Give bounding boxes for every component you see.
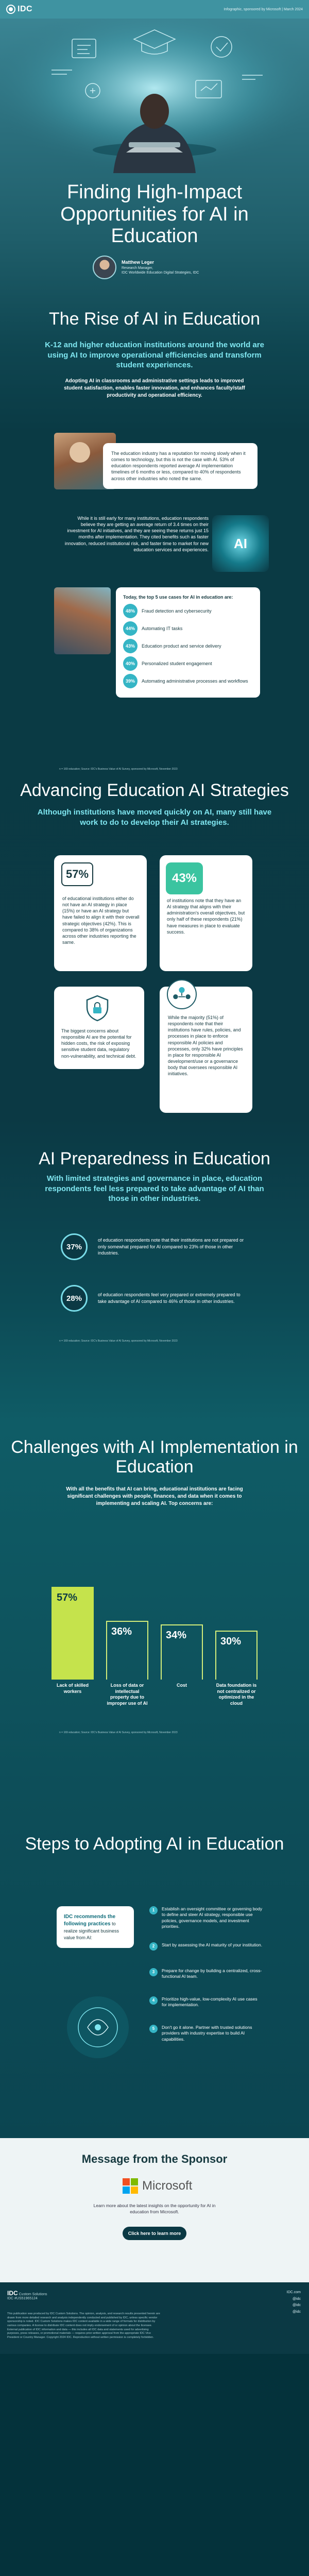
top-bar <box>0 0 309 19</box>
challenges-bar-chart <box>56 1556 262 1710</box>
idc-logo-icon <box>6 5 15 14</box>
step-item <box>149 1942 263 1951</box>
footer-link-website[interactable]: IDC.com <box>286 2291 301 2294</box>
footer-link-social[interactable]: @idc <box>292 2297 301 2301</box>
teacher-photo <box>54 587 111 654</box>
bar-value-label: 36% <box>111 1626 132 1637</box>
footer-copyright: This publication was produced by IDC Custom Solutions. The opinion, analysis, and research results presented herein are drawn from more detailed research and analysis independently conducted and published by IDC, unless specific vendor sponsorship is noted. IDC Custom Solutions makes IDC content available in a wide range of formats for distribution by various companies. A license to distribute IDC content does not imply endorsement of or opinion about the licensee. External publication of IDC information and data — this includes all IDC data and statements used for advertising purposes, press releases, or promotional materials — requires prior written approval from the appropriate IDC Vice President or Country Manager. Copyright 2024 IDC. Reproduction without written permission is completely forbidden. <box>7 2312 160 2340</box>
bar-fill <box>161 1624 203 1680</box>
step-bullet-icon: 1 <box>149 1906 158 1914</box>
recommendation-card <box>57 1906 134 1948</box>
stat-57-value: 57% <box>61 862 93 886</box>
people-network-icon <box>167 979 197 1009</box>
footer-links <box>287 2290 301 2315</box>
step-text: Start by assessing the AI maturity of your institution. <box>162 1942 263 1947</box>
step-bullet-icon: 5 <box>149 2025 158 2033</box>
step-text: Establish an oversight committee or governing body to define and steer AI strategy, responsible use policies, governance models, and investment priorities. <box>162 1906 263 1929</box>
use-case-percent: 48% <box>123 604 138 618</box>
sponsor-section <box>0 2138 309 2282</box>
ai-chip-icon: AI <box>212 515 269 572</box>
challenges-title: Challenges with AI Implementation in Education <box>11 1437 298 1477</box>
author-role: Research Manager, <box>122 266 153 270</box>
stat-57-text: of educational institutions either do not have an AI strategy in place (15%) or have an AI strategy but have failed to align it with their overall strategic objectives (42%). This is compared to 38% of organizations across other industries reporting the same. <box>62 896 140 945</box>
governance-card <box>160 987 252 1113</box>
use-cases-card <box>116 587 260 698</box>
rise-heading-block <box>0 309 309 399</box>
preparedness-source: n = 169 education; Source: IDC's Business Value of AI Survey, sponsored by Microsoft, November 2023 <box>59 1340 178 1343</box>
preparedness-value: 28% <box>61 1285 88 1312</box>
use-case-label: Automating administrative processes and workflows <box>142 679 248 684</box>
use-case-label: Personalized student engagement <box>142 661 212 666</box>
author-avatar <box>93 256 116 279</box>
bar-value-label: 30% <box>220 1636 242 1647</box>
idc-logo[interactable]: IDC <box>6 5 32 14</box>
footer <box>0 2282 309 2354</box>
sponsor-text: Learn more about the latest insights on the opportunity for AI in education from Microsoft. <box>93 2203 216 2214</box>
preparedness-title: AI Preparedness in Education <box>39 1149 270 1168</box>
stat-card-57 <box>54 855 147 971</box>
use-case-percent: 43% <box>123 639 138 653</box>
microsoft-logo[interactable]: Microsoft <box>123 2178 192 2194</box>
rise-subtitle: K-12 and higher education institutions around the world are using AI to improve operational efficiencies and transform student experiences. <box>45 341 264 370</box>
challenges-source: n = 169 education; Source: IDC's Business Value of AI Survey, sponsored by Microsoft, November 2023 <box>59 1731 178 1734</box>
bar-category-label: Data foundation is not centralized or optimized in the cloud <box>216 1683 257 1706</box>
student-hologram-illustration <box>0 19 309 173</box>
learn-more-button[interactable]: Click here to learn more <box>123 2227 186 2240</box>
bar-fill <box>106 1621 148 1680</box>
bar-category-label: Cost <box>177 1683 187 1688</box>
steps-title: Steps to Adopting AI in Education <box>25 1834 284 1854</box>
stat-43-text: of institutions note that they have an AI strategy that aligns with their administration's overall objectives, but only half of these respondents (21%) have measures in place to evaluate success. <box>167 898 245 935</box>
author-org: IDC Worldwide Education Digital Strategies, IDC <box>122 271 199 275</box>
challenge-bar <box>106 1621 148 1680</box>
step-item <box>149 1906 263 1930</box>
step-item <box>149 1968 263 1980</box>
use-case-row <box>123 656 253 671</box>
use-case-label: Automating IT tasks <box>142 626 183 631</box>
step-item <box>149 1996 263 2008</box>
bar-fill <box>52 1587 94 1680</box>
author-name: Matthew Leger <box>122 260 154 265</box>
challenges-intro: With all the benefits that AI can bring, educational institutions are facing significant challenges with people, finances, and data when it comes to implementing and scaling AI. Top concerns are: <box>66 1486 243 1507</box>
rise-title: The Rise of AI in Education <box>48 309 261 329</box>
footer-link-social[interactable]: @idc <box>292 2303 301 2308</box>
challenges-section <box>0 1422 309 1819</box>
author-block <box>93 256 199 279</box>
bar-fill <box>215 1631 258 1680</box>
implementation-timeline-card: The education industry has a reputation for moving slowly when it comes to technology, but this is not the case with AI. 53% of education respondents reported average AI implementation timelines of 6 months or less, compared to 40% of respondents across other industries who noted the same. <box>103 443 258 489</box>
step-text: Prioritize high-value, low-complexity AI use cases for implementation. <box>162 1996 258 2008</box>
footer-logo[interactable]: IDC <box>7 2290 18 2297</box>
footer-brand <box>7 2290 47 2300</box>
preparedness-subtitle: With limited strategies and governance in place, education respondents feel less prepared to take advantage of AI than those in other industries. <box>45 1174 264 1204</box>
page-title: Finding High-Impact Opportunities for AI in Education <box>60 181 249 247</box>
step-bullet-icon: 2 <box>149 1942 158 1951</box>
concerns-card <box>54 987 144 1069</box>
step-bullet-icon: 4 <box>149 1996 158 2005</box>
steps-section <box>0 1819 309 2138</box>
footer-doc-id: IDC #US51965124 <box>7 2297 38 2300</box>
challenge-bar <box>161 1624 203 1680</box>
sponsor-title: Message from the Sponsor <box>81 2153 228 2165</box>
bar-category-label: Lack of skilled workers <box>56 1683 89 1694</box>
preparedness-row <box>52 1226 258 1267</box>
use-case-row <box>123 639 253 653</box>
step-text: Don't go it alone. Partner with trusted solutions providers with industry expertise to build AI capabilities. <box>162 2025 252 2042</box>
hero-section <box>0 0 309 433</box>
use-case-label: Fraud detection and cybersecurity <box>142 608 212 614</box>
ai-brain-illustration <box>57 1989 139 2066</box>
preparedness-section <box>0 1118 309 1422</box>
bar-value-label: 57% <box>57 1592 78 1603</box>
recommendation-tail: to realize significant business value from AI: <box>64 1921 119 1940</box>
bar-category-label: Loss of data or intellectual property due to improper use of AI <box>107 1683 148 1706</box>
step-text: Prepare for change by building a centralized, cross-functional AI team. <box>162 1968 262 1979</box>
use-case-percent: 40% <box>123 656 138 671</box>
footer-tagline: Custom Solutions <box>19 2293 47 2296</box>
microsoft-logo-icon <box>123 2178 138 2194</box>
publication-meta: Infographic, sponsored by Microsoft | March 2024 <box>224 7 303 11</box>
shield-lock-icon <box>83 994 112 1023</box>
concerns-text: The biggest concerns about responsible AI are the potential for hidden costs, the risk of exposing sensitive student data, regulatory non-vulnerability, and technical debt. <box>61 1028 136 1059</box>
rise-source: n = 169 education; Source: IDC's Business Value of AI Survey, sponsored by Microsoft, November 2023 <box>59 768 178 771</box>
rise-text: Adopting AI in classrooms and administrative settings leads to improved student satisfaction, enables faster innovation, and enhances faculty/staff productivity and operational efficiency. <box>64 378 245 398</box>
step-item <box>149 2025 263 2042</box>
use-case-label: Education product and service delivery <box>142 643 221 649</box>
preparedness-value: 37% <box>61 1233 88 1260</box>
advancing-subtitle: Although institutions have moved quickly on AI, many still have work to do to develop their AI strategies. <box>37 808 272 827</box>
rise-and-advancing-section <box>0 433 309 1118</box>
advancing-block <box>0 781 309 1077</box>
use-case-row <box>123 621 253 636</box>
preparedness-text: of education respondents feel very prepared or extremely prepared to take advantage of AI compared to 46% of those in other industries. <box>98 1292 241 1304</box>
stat-43-value: 43% <box>166 862 203 894</box>
challenge-bar <box>215 1631 258 1680</box>
step-bullet-icon: 3 <box>149 1968 158 1976</box>
preparedness-text: of education respondents note that their institutions are not prepared or only somewhat prepared for AI compared to 23% of those in other industries. <box>98 1238 244 1256</box>
use-case-row <box>123 604 253 618</box>
preparedness-row <box>52 1278 258 1319</box>
use-case-percent: 44% <box>123 621 138 636</box>
advancing-title: Advancing Education AI Strategies <box>20 781 289 800</box>
roi-text: While it is still early for many institutions, education respondents believe they are getting an average return of 3.4 times on their investment for AI initiatives, and they are seeing these returns just 15 months after implementation. They cited benefits such as faster innovation, reduced institutional risk, and faster time to market for new education services and experiences. <box>64 516 209 552</box>
use-case-row <box>123 674 253 688</box>
recommendation-lead: IDC recommends the following practices <box>64 1914 116 1927</box>
governance-text: While the majority (51%) of respondents note that their institutions have rules, policies, and processes in place to enforce responsible AI policies and processes, only 32% have principles in place for responsible AI development/use or a governance body that oversees responsible AI initiatives. <box>168 1015 243 1077</box>
use-cases-title: Today, the top 5 use cases for AI in education are: <box>123 595 233 600</box>
footer-link-social[interactable]: @idc <box>292 2310 301 2314</box>
use-case-percent: 39% <box>123 674 138 688</box>
bar-value-label: 34% <box>166 1630 187 1641</box>
stat-card-43 <box>160 855 252 971</box>
challenge-bar <box>52 1587 94 1680</box>
